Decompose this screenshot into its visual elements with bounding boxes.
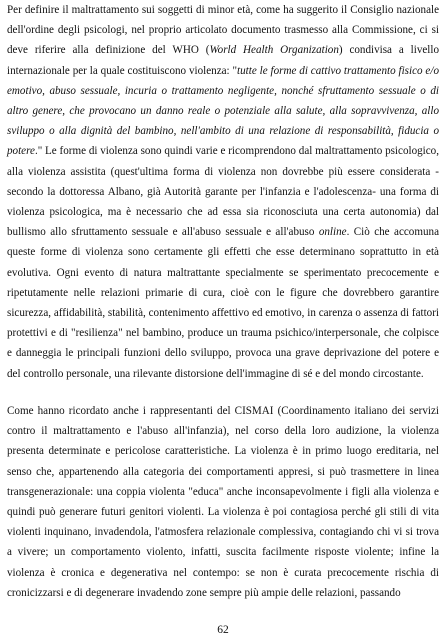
document-page: [7, 0, 439, 641]
paragraph-2: [7, 401, 439, 603]
text-run: Come hanno ricordato anche i rappresentanti del CISMAI (Coordinamento italiano dei servizi contro il maltrattamento e l'abuso all'infanzia), nel corso della loro audizione, la violenza presenta determinate e pericolose caratteristiche. La violenza è in primo luogo ereditaria, nel senso che, appartenendo alla categoria dei comportamenti appresi, si può trasmettere in linea transgenerazionale: una coppia violenta "educa" anche inconsapevolmente i figli alla violenza e quindi può generare futuri genitori violenti. La violenza è poi contagiosa perché gli stili di vita violenti inquinano, invadendola, l'atmosfera relazionale complessiva, contagiando chi vi si trova a vivere; un comportamento violento, infatti, suscita facilmente risposte violente; infine la violenza è cronica e degenerativa nel contempo: se non è curata precocemente rischia di cronicizzarsi e di degenerare invadendo zone sempre più ampie delle relazioni, passando: [7, 405, 439, 599]
text-run: . Ciò che accomuna queste forme di violenza sono certamente gli effetti che esse determinano soprattutto in età evolutiva. Ogni evento di natura maltrattante specialmente se sperimentato precocemente e ripetutamente nelle relazioni primarie di cura, cioè con le figure che dovrebbero garantire sicurezza, affidabilità, stabilità, contenimento affettivo ed emotivo, in carenza o assenza di fattori protettivi e di "resilienza" nel bambino, produce un trauma psichico/interpersonale, che colpisce e danneggia le principali funzioni dello sviluppo, provoca una grave deprivazione del potere e del controllo personale, una rilevante distorsione dell'immagine di sé e del mondo circostante.: [7, 226, 439, 380]
paragraph-1: [7, 0, 439, 384]
italic-text-run: World Health Organization: [209, 44, 339, 57]
text-run: ) condivisa a livello internazionale per la quale costituiscono violenza: ": [7, 44, 440, 77]
page-number: 62: [217, 624, 229, 636]
italic-text-run: online: [318, 226, 347, 239]
text-run: ." Le forme di violenza sono quindi varie e ricomprendono dal maltrattamento psicologico, alla violenza assistita (quest'ultima forma di violenza non dovrebbe più essere considerata - secondo la dottoressa Albano, già Autorità garante per l'infanzia e l'adolescenza- una forma di violenza psicologica, ma è necessario che ad essa sia riconosciuta una certa autonomia) dal bullismo allo sfruttamento sessuale e all'abuso sessuale e all'abuso: [7, 145, 439, 239]
italic-text-run: tutte le forme di cattivo trattamento fisico e/o emotivo, abuso sessuale, incuria o trattamento negligente, nonché sfruttamento sessuale o di altro genere, che provocano un danno reale o potenziale alla salute, alla sopravvivenza, allo sviluppo o alla dignità del bambino, nell'ambito di una relazione di responsabilità, fiducia o potere: [7, 64, 439, 158]
text-run: Per definire il maltrattamento sui soggetti di minor età, come ha suggerito il Consiglio nazionale dell'ordine degli psicologi, nel proprio articolato documento trasmesso alla Commissione, ci si deve riferire alla definizione del WHO (: [7, 4, 439, 57]
